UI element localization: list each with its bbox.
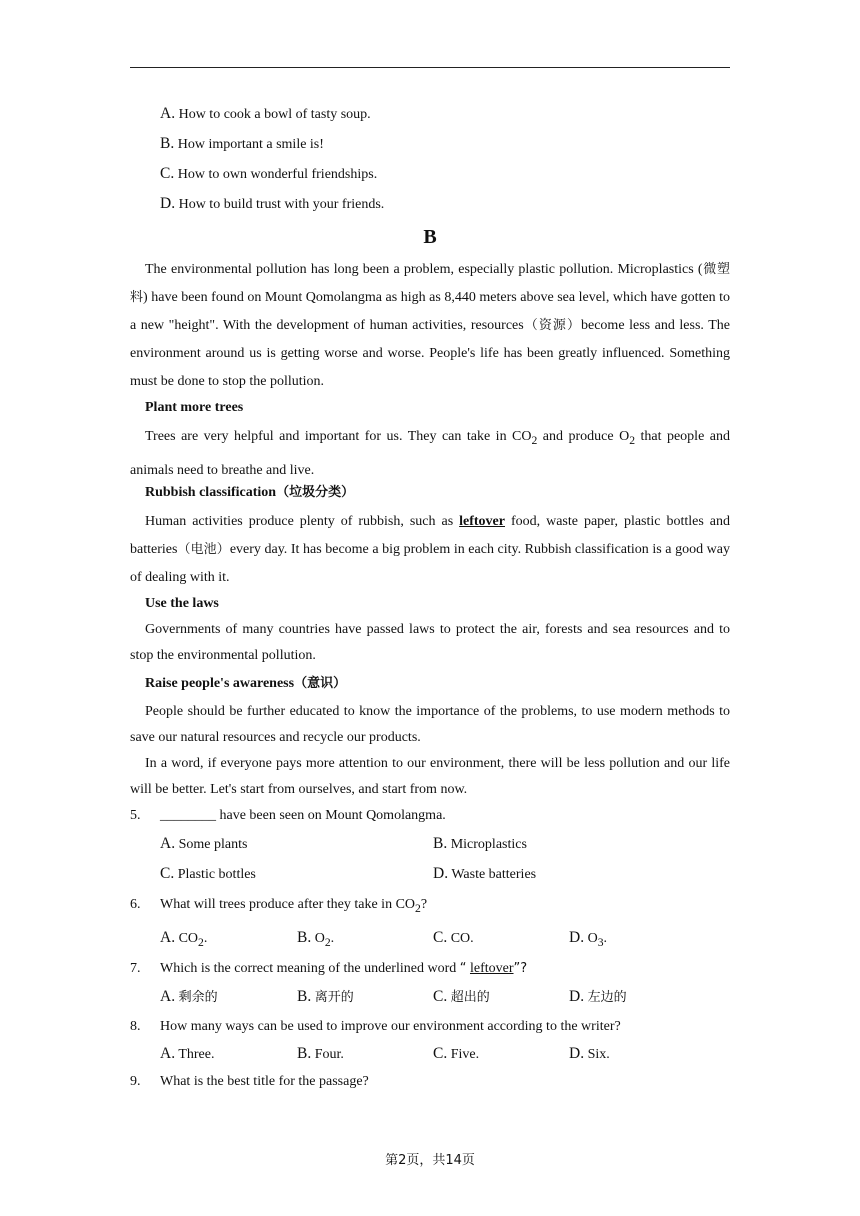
intro-text-3: become less and less. The environment around us is getting worse and worse. People's life has been greatly influenced. Something must be done to stop the pollution.	[130, 318, 730, 389]
header-rule	[130, 67, 730, 68]
prev-option-c	[160, 165, 377, 184]
conclusion-text: In a word, if everyone pays more attention to our environment, there will be less pollution and our life will be better. Let's start from ourselves, and start from now.	[130, 756, 730, 797]
rubbish-cn: （电池）	[177, 542, 230, 557]
q7-text	[160, 960, 527, 978]
q5-number: 5.	[130, 808, 141, 823]
option-text: How important a smile is!	[177, 137, 324, 152]
option-letter: C.	[433, 988, 448, 1005]
q6-option-c	[433, 929, 474, 948]
q6-option-a	[160, 929, 207, 952]
option-letter: A.	[160, 929, 176, 946]
plant-text-2: and produce O	[537, 429, 630, 444]
q8-number: 8.	[130, 1019, 141, 1034]
option-letter: B.	[297, 1045, 312, 1062]
heading-awareness	[145, 675, 346, 693]
heading-laws: Use the laws	[145, 596, 219, 611]
heading-awareness-cn: （意识）	[294, 676, 347, 691]
q6-number: 6.	[130, 897, 141, 912]
prev-option-b	[160, 135, 324, 154]
plant-sub-2: 2	[629, 433, 636, 447]
option-text: Some plants	[178, 837, 248, 852]
q5-text: ________ have been seen on Mount Qomolangma.	[160, 808, 446, 823]
q7-open-quote: “	[459, 961, 467, 976]
q7-number: 7.	[130, 961, 141, 976]
q7-option-d	[569, 988, 627, 1007]
option-text: How to build trust with your friends.	[178, 197, 385, 212]
rubbish-text-2: food, waste paper, plastic bottles and batteries	[130, 514, 730, 557]
heading-plant: Plant more trees	[145, 400, 244, 415]
q5-option-b	[433, 835, 527, 854]
rubbish-text-3: every day. It has become a big problem in each city. Rubbish classification is a good way of dealing with it.	[130, 542, 730, 585]
option-text: 离开的	[314, 990, 354, 1005]
option-letter: B.	[433, 835, 448, 852]
page-footer: 第2页，共14页	[385, 1153, 475, 1168]
option-text: How to cook a bowl of tasty soup.	[178, 107, 371, 122]
option-end: .	[330, 931, 335, 946]
option-letter: C.	[433, 929, 448, 946]
option-text: O	[314, 931, 325, 946]
option-letter: D.	[160, 195, 176, 212]
heading-rubbish-en: Rubbish classification	[145, 485, 277, 500]
q7-close-quote: ”?	[513, 961, 528, 976]
intro-paragraph	[130, 256, 730, 396]
rubbish-paragraph	[130, 508, 730, 592]
q5-option-a	[160, 835, 247, 854]
option-letter: B.	[297, 929, 312, 946]
option-text: CO.	[450, 931, 474, 946]
option-letter: B.	[160, 135, 175, 152]
intro-text-1: The environmental pollution has long been a problem, especially plastic pollution. Microplastics (	[145, 262, 703, 277]
laws-paragraph	[130, 617, 730, 669]
q8-option-c	[433, 1045, 479, 1064]
option-letter: D.	[433, 865, 449, 882]
option-letter: C.	[160, 865, 175, 882]
option-text: O	[587, 931, 598, 946]
option-text: 超出的	[450, 990, 490, 1005]
section-title: B	[423, 226, 437, 248]
option-letter: C.	[433, 1045, 448, 1062]
option-letter: D.	[569, 1045, 585, 1062]
q5-option-d	[433, 865, 536, 884]
underlined-word: leftover	[459, 514, 505, 529]
q6-text-main: What will trees produce after they take in CO	[160, 897, 416, 912]
heading-rubbish	[145, 484, 354, 502]
awareness-text: People should be further educated to know the importance of the problems, to use modern methods to save our natural resources and recycle our products.	[130, 704, 730, 745]
q7-option-c	[433, 988, 490, 1007]
plant-sub-1: 2	[531, 433, 538, 447]
intro-cn-2: （资源）	[523, 318, 581, 333]
intro-cn-1: 微塑料	[130, 262, 730, 305]
laws-text: Governments of many countries have passed laws to protect the air, forests and sea resources and to stop the environmental pollution.	[130, 622, 730, 663]
option-text: 左边的	[587, 990, 627, 1005]
option-letter: A.	[160, 835, 176, 852]
option-text: CO	[178, 931, 199, 946]
option-sub: 2	[324, 935, 331, 949]
q6-sub: 2	[415, 901, 421, 915]
prev-option-d	[160, 195, 384, 214]
q8-text: How many ways can be used to improve our environment according to the writer?	[160, 1019, 621, 1034]
option-letter: A.	[160, 988, 176, 1005]
option-text: How to own wonderful friendships.	[177, 167, 378, 182]
awareness-paragraph	[130, 699, 730, 751]
intro-text-2: ) have been found on Mount Qomolangma as high as 8,440 meters above sea level, which have gotten to a new "height". With the development of human activities, resources	[130, 290, 730, 333]
q6-option-b	[297, 929, 334, 952]
option-text: Four.	[314, 1047, 344, 1062]
q5-option-c	[160, 865, 256, 884]
option-letter: A.	[160, 1045, 176, 1062]
option-letter: D.	[569, 988, 585, 1005]
q9-text: What is the best title for the passage?	[160, 1074, 369, 1089]
conclusion-paragraph	[130, 751, 730, 803]
option-text: Six.	[587, 1047, 610, 1062]
rubbish-text-1: Human activities produce plenty of rubbish, such as	[145, 514, 460, 529]
q6-text	[160, 896, 427, 918]
q6-text-end: ?	[420, 897, 428, 912]
q7-text-main: Which is the correct meaning of the underlined word	[160, 961, 457, 976]
option-text: Plastic bottles	[177, 867, 256, 882]
q9-number: 9.	[130, 1074, 141, 1089]
option-sub: 2	[198, 935, 204, 949]
q7-option-b	[297, 988, 354, 1007]
q8-option-b	[297, 1045, 344, 1064]
option-sub: 3	[597, 935, 604, 949]
plant-paragraph	[130, 422, 730, 486]
q8-option-d	[569, 1045, 610, 1064]
option-end: .	[603, 931, 608, 946]
option-letter: D.	[569, 929, 585, 946]
q7-underlined-word: leftover	[469, 961, 514, 976]
option-text: Five.	[450, 1047, 480, 1062]
option-letter: A.	[160, 105, 176, 122]
q8-option-a	[160, 1045, 214, 1064]
option-text: Waste batteries	[451, 867, 537, 882]
prev-option-a	[160, 105, 371, 124]
option-end: .	[203, 931, 208, 946]
heading-awareness-en: Raise people's awareness	[145, 676, 295, 691]
q7-option-a	[160, 988, 218, 1007]
option-text: Three.	[178, 1047, 215, 1062]
option-letter: B.	[297, 988, 312, 1005]
option-text: Microplastics	[450, 837, 527, 852]
option-text: 剩余的	[178, 990, 218, 1005]
plant-text-1: Trees are very helpful and important for us. They can take in CO	[145, 429, 532, 444]
q6-option-d	[569, 929, 607, 952]
heading-rubbish-cn: （垃圾分类）	[276, 485, 355, 500]
option-letter: C.	[160, 165, 175, 182]
plant-text-3: that people and animals need to breathe and live.	[130, 429, 730, 478]
